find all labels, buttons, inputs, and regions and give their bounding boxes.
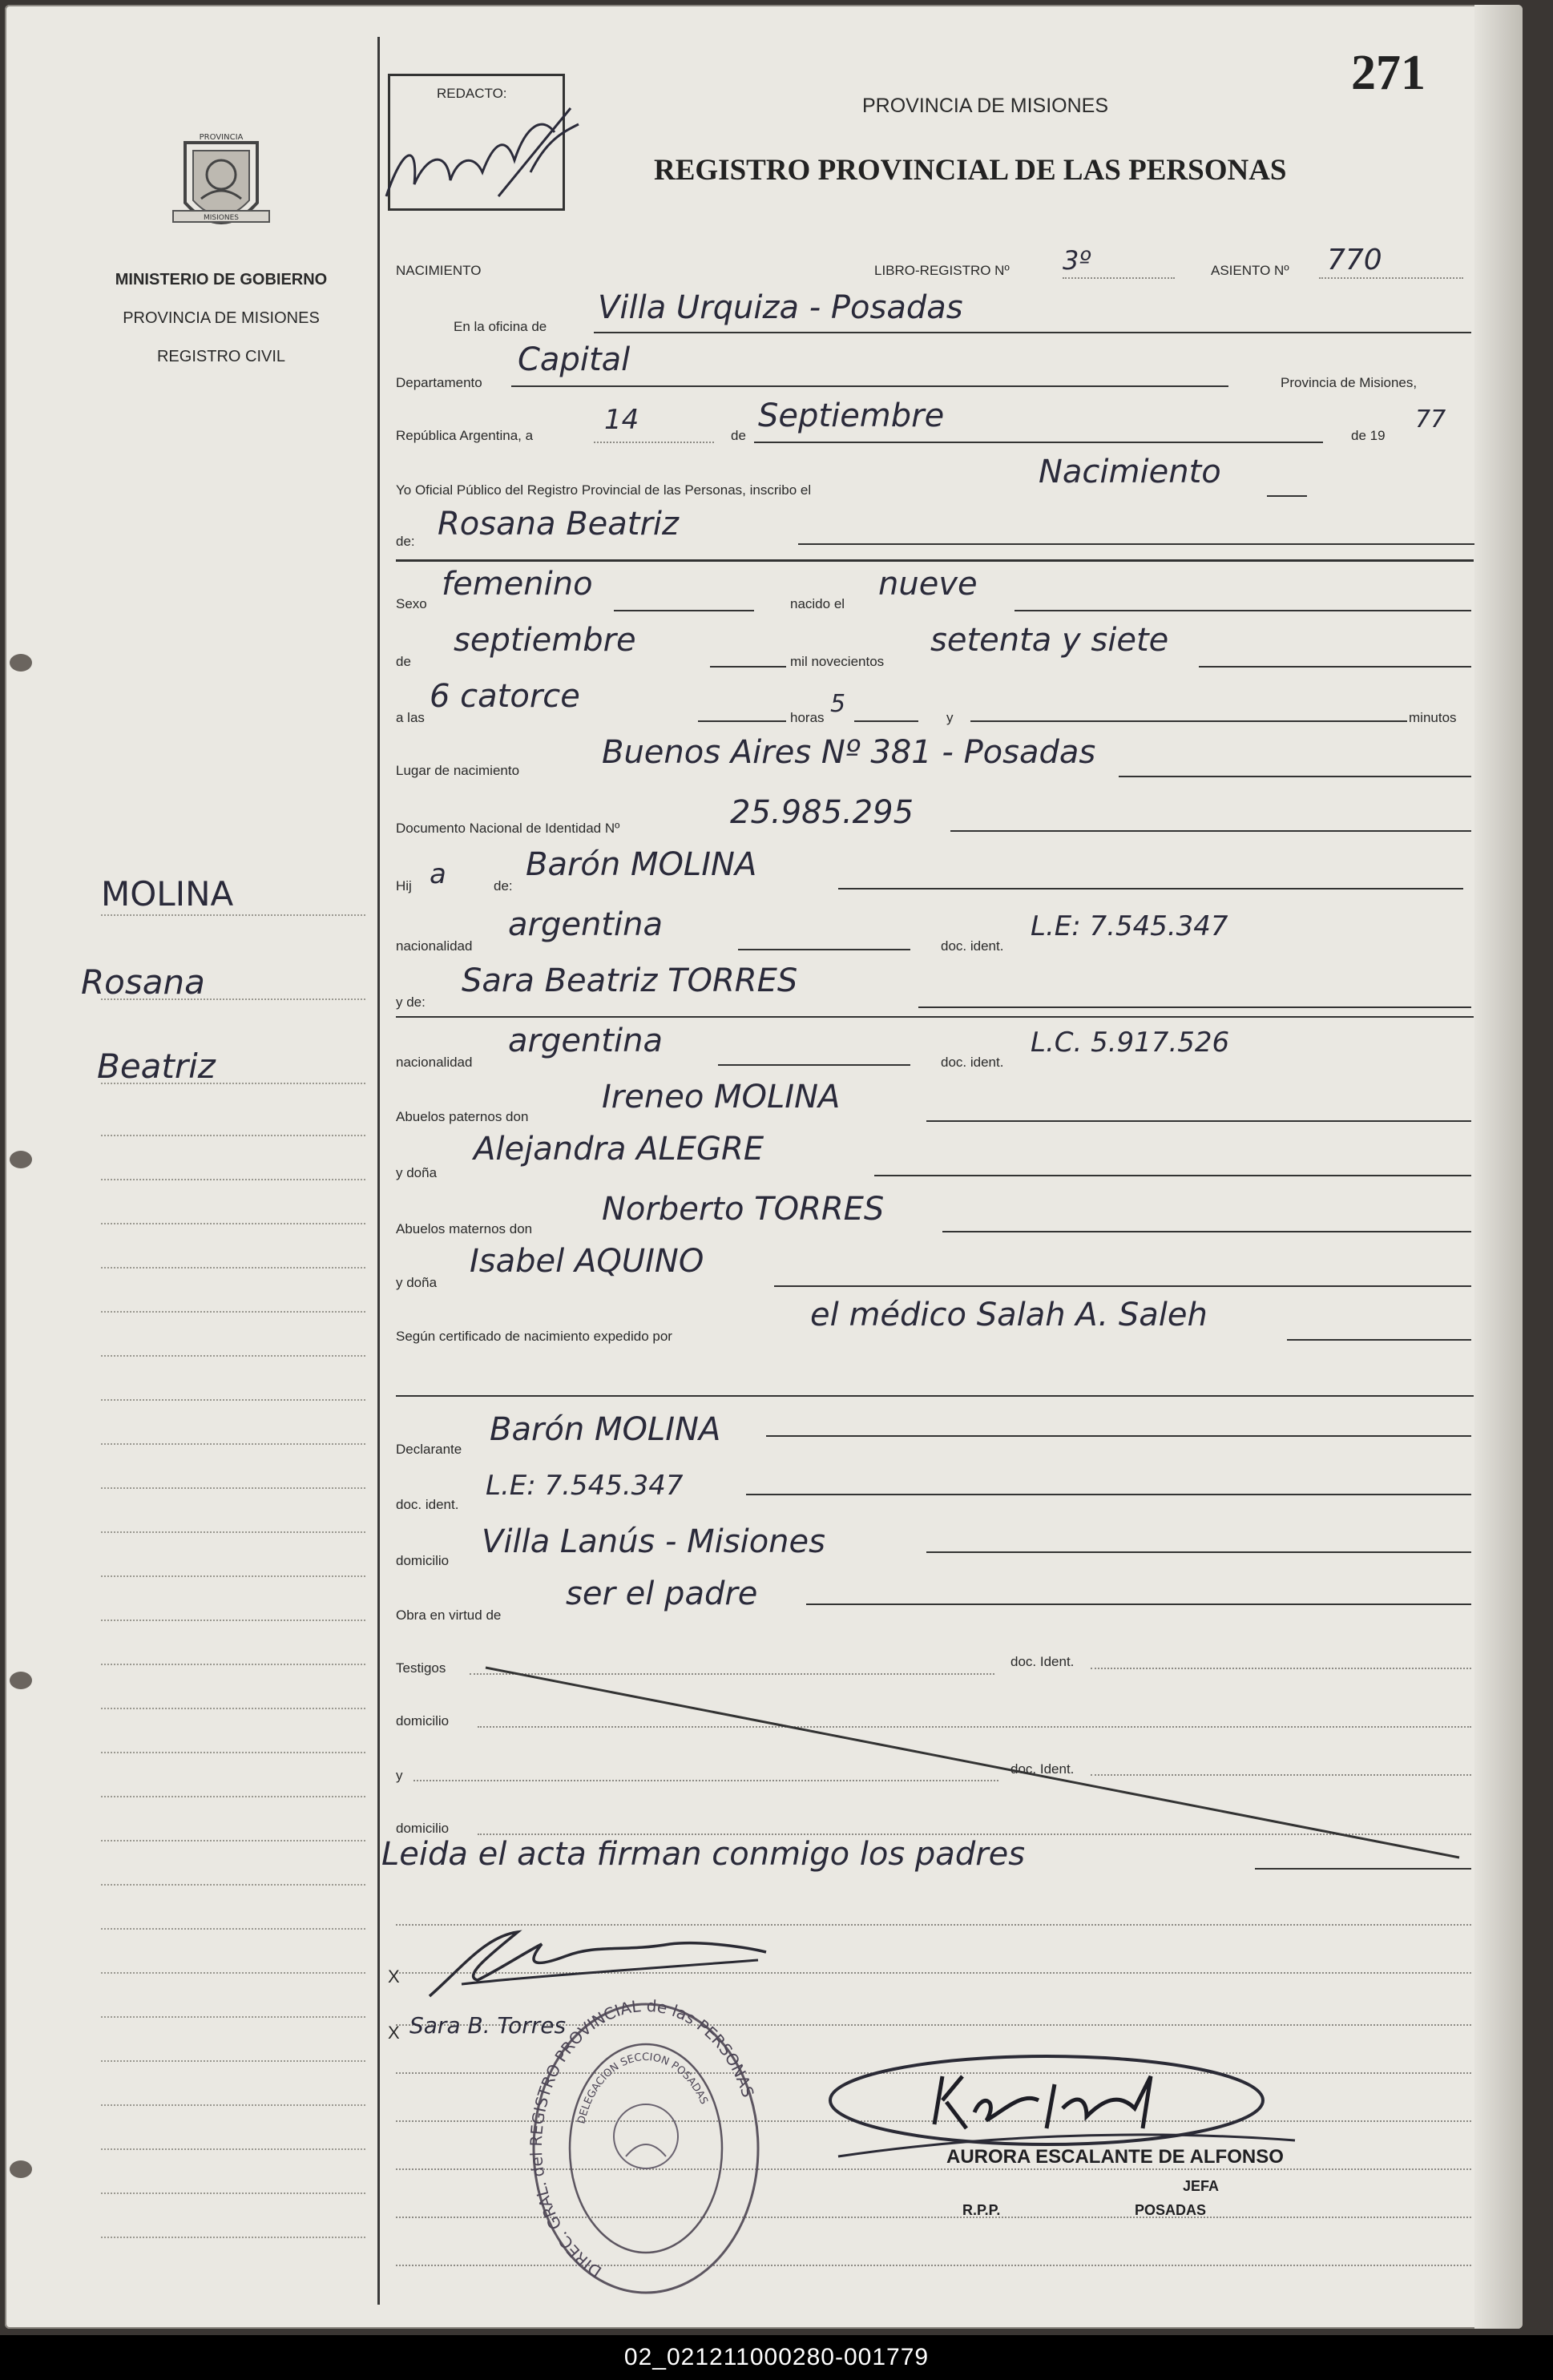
registry-heading: REGISTRO PROVINCIAL DE LAS PERSONAS	[654, 154, 1287, 187]
abm2-value: Isabel AQUINO	[470, 1243, 704, 1280]
stamp-inner-text: DELEGACION SECCION POSADAS	[575, 2051, 710, 2125]
nacido-value: nueve	[878, 566, 978, 603]
doc1-value: L.E: 7.545.347	[1031, 910, 1228, 942]
nacido-label: nacido el	[790, 596, 845, 611]
official-title: JEFA	[1183, 2178, 1220, 2194]
minutos-label: minutos	[1409, 710, 1457, 725]
day-value: 14	[604, 404, 639, 436]
ministry-label: MINISTERIO DE GOBIERNO	[115, 271, 328, 288]
libro-value: 3º	[1063, 245, 1091, 276]
civil-registry-label: REGISTRO CIVIL	[156, 348, 286, 365]
doc2-label: doc. ident.	[941, 1055, 1004, 1070]
doc2-value: L.C. 5.917.526	[1031, 1027, 1230, 1059]
doc3-value: L.E: 7.545.347	[486, 1470, 684, 1502]
x1-mark: X	[388, 1967, 400, 1987]
de2-label: de	[396, 654, 411, 669]
father-signature	[413, 1920, 774, 2008]
province-heading: PROVINCIA DE MISIONES	[862, 95, 1109, 117]
inscribo-label: Yo Oficial Público del Registro Provincial de las Personas, inscribo el	[396, 482, 812, 498]
abp2-label: y doña	[396, 1165, 438, 1180]
declarante-value: Barón MOLINA	[490, 1411, 721, 1448]
binding-hole	[10, 1672, 32, 1689]
nac1-value: argentina	[508, 906, 663, 943]
nac2-label: nacionalidad	[396, 1055, 473, 1070]
binding-hole	[10, 1151, 32, 1168]
abm-label: Abuelos maternos don	[396, 1221, 533, 1236]
cert-label: Según certificado de nacimiento expedido por	[396, 1329, 672, 1344]
mother-value: Sara Beatriz TORRES	[462, 962, 798, 999]
coat-of-arms-icon	[169, 127, 273, 247]
domicilio-label: domicilio	[396, 1553, 450, 1568]
domicilio-value: Villa Lanús - Misiones	[482, 1523, 825, 1560]
redacto-box	[388, 74, 565, 211]
office-right: POSADAS	[1135, 2202, 1207, 2218]
year-value: 77	[1415, 405, 1446, 434]
svg-text:DIREC. GRAL. del REGISTRO PROV	[526, 1996, 758, 2281]
hij-label: Hij	[396, 878, 412, 894]
lugar-label: Lugar de nacimiento	[396, 763, 520, 778]
margin-middle-name: Beatriz	[97, 1047, 216, 1086]
de-label: de	[731, 428, 746, 443]
redacto-signature	[370, 92, 595, 212]
oficina-value: Villa Urquiza - Posadas	[598, 289, 963, 326]
father-label: de:	[494, 878, 513, 894]
binding-hole	[10, 2160, 32, 2178]
sexo-label: Sexo	[396, 596, 427, 611]
asiento-label: ASIENTO Nº	[1211, 263, 1289, 278]
abm2-label: y doña	[396, 1275, 438, 1290]
margin-first-name: Rosana	[81, 962, 205, 1002]
province-label: PROVINCIA DE MISIONES	[123, 309, 320, 327]
domicilio3-label: domicilio	[396, 1821, 450, 1836]
abm-value: Norberto TORRES	[602, 1191, 885, 1228]
redacto-label: REDACTO:	[437, 86, 507, 101]
horas-suffix: 5	[830, 690, 846, 718]
margin-border	[377, 37, 380, 2305]
abp-value: Ireneo MOLINA	[602, 1079, 841, 1115]
page-number: 271	[1351, 46, 1426, 100]
document-page	[5, 5, 1523, 2329]
name-de-label: de:	[396, 534, 415, 549]
binding-hole	[10, 654, 32, 672]
y-label: y	[946, 710, 954, 725]
nac2-value: argentina	[508, 1023, 663, 1059]
mother-label: y de:	[396, 994, 426, 1010]
birth-year-value: setenta y siete	[930, 622, 1169, 659]
official-name: AURORA ESCALANTE DE ALFONSO	[946, 2146, 1284, 2168]
documento-label: Documento Nacional de Identidad Nº	[396, 821, 620, 836]
office-left: R.P.P.	[962, 2202, 1001, 2218]
mother-signature: Sara B. Torres	[409, 2012, 567, 2039]
seal-bottom-text: MISIONES	[203, 214, 240, 222]
stamp-ring-text: DIREC. GRAL. del REGISTRO PROVINCIAL de las PERSONAS	[526, 1996, 758, 2281]
mil-label: mil novecientos	[790, 654, 885, 669]
closing-statement: Leida el acta firman conmigo los padres	[381, 1836, 1026, 1873]
sexo-value: femenino	[442, 566, 593, 603]
nac1-label: nacionalidad	[396, 938, 473, 954]
domicilio2-label: domicilio	[396, 1713, 450, 1729]
departamento-value: Capital	[518, 341, 631, 378]
a-las-label: a las	[396, 710, 425, 725]
inscribo-value: Nacimiento	[1039, 454, 1221, 490]
doc3-label: doc. ident.	[396, 1497, 459, 1512]
official-stamp	[526, 1996, 766, 2301]
doc4-label: doc. Ident.	[1010, 1654, 1075, 1669]
provincia-label: Provincia de Misiones,	[1281, 375, 1418, 390]
month-value: Septiembre	[758, 397, 945, 434]
testigos-label: Testigos	[396, 1660, 446, 1676]
cancel-stroke	[478, 1656, 1471, 1864]
abp2-value: Alejandra ALEGRE	[474, 1131, 764, 1168]
declarante-label: Declarante	[396, 1442, 462, 1457]
x2-mark: X	[388, 2023, 400, 2043]
asiento-value: 770	[1327, 244, 1382, 276]
lugar-value: Buenos Aires Nº 381 - Posadas	[602, 734, 1096, 771]
doc5-label: doc. Ident.	[1010, 1761, 1075, 1777]
hij-suffix: a	[430, 858, 446, 890]
abp-label: Abuelos paternos don	[396, 1109, 529, 1124]
seal-top-text: PROVINCIA	[199, 133, 244, 142]
y2-label: y	[396, 1768, 403, 1783]
hour-value: 6 catorce	[430, 678, 580, 715]
obra-value: ser el padre	[566, 1575, 758, 1612]
right-border	[1479, 37, 1481, 2305]
horas-label: horas	[790, 710, 825, 725]
oficina-label: En la oficina de	[454, 319, 547, 334]
cert-value: el médico Salah A. Saleh	[810, 1297, 1208, 1333]
documento-value: 25.985.295	[730, 794, 914, 831]
republica-label: República Argentina, a	[396, 428, 534, 443]
libro-label: LIBRO-REGISTRO Nº	[874, 263, 1010, 278]
birth-month-value: septiembre	[454, 622, 636, 659]
nacimiento-label: NACIMIENTO	[396, 263, 482, 278]
year-label: de 19	[1351, 428, 1386, 443]
archive-id-footer: 02_021211000280-001779	[0, 2335, 1553, 2380]
obra-label: Obra en virtud de	[396, 1608, 502, 1623]
doc1-label: doc. ident.	[941, 938, 1004, 954]
departamento-label: Departamento	[396, 375, 482, 390]
child-name-value: Rosana Beatriz	[438, 506, 679, 543]
father-value: Barón MOLINA	[526, 846, 757, 883]
margin-surname: MOLINA	[101, 874, 234, 914]
